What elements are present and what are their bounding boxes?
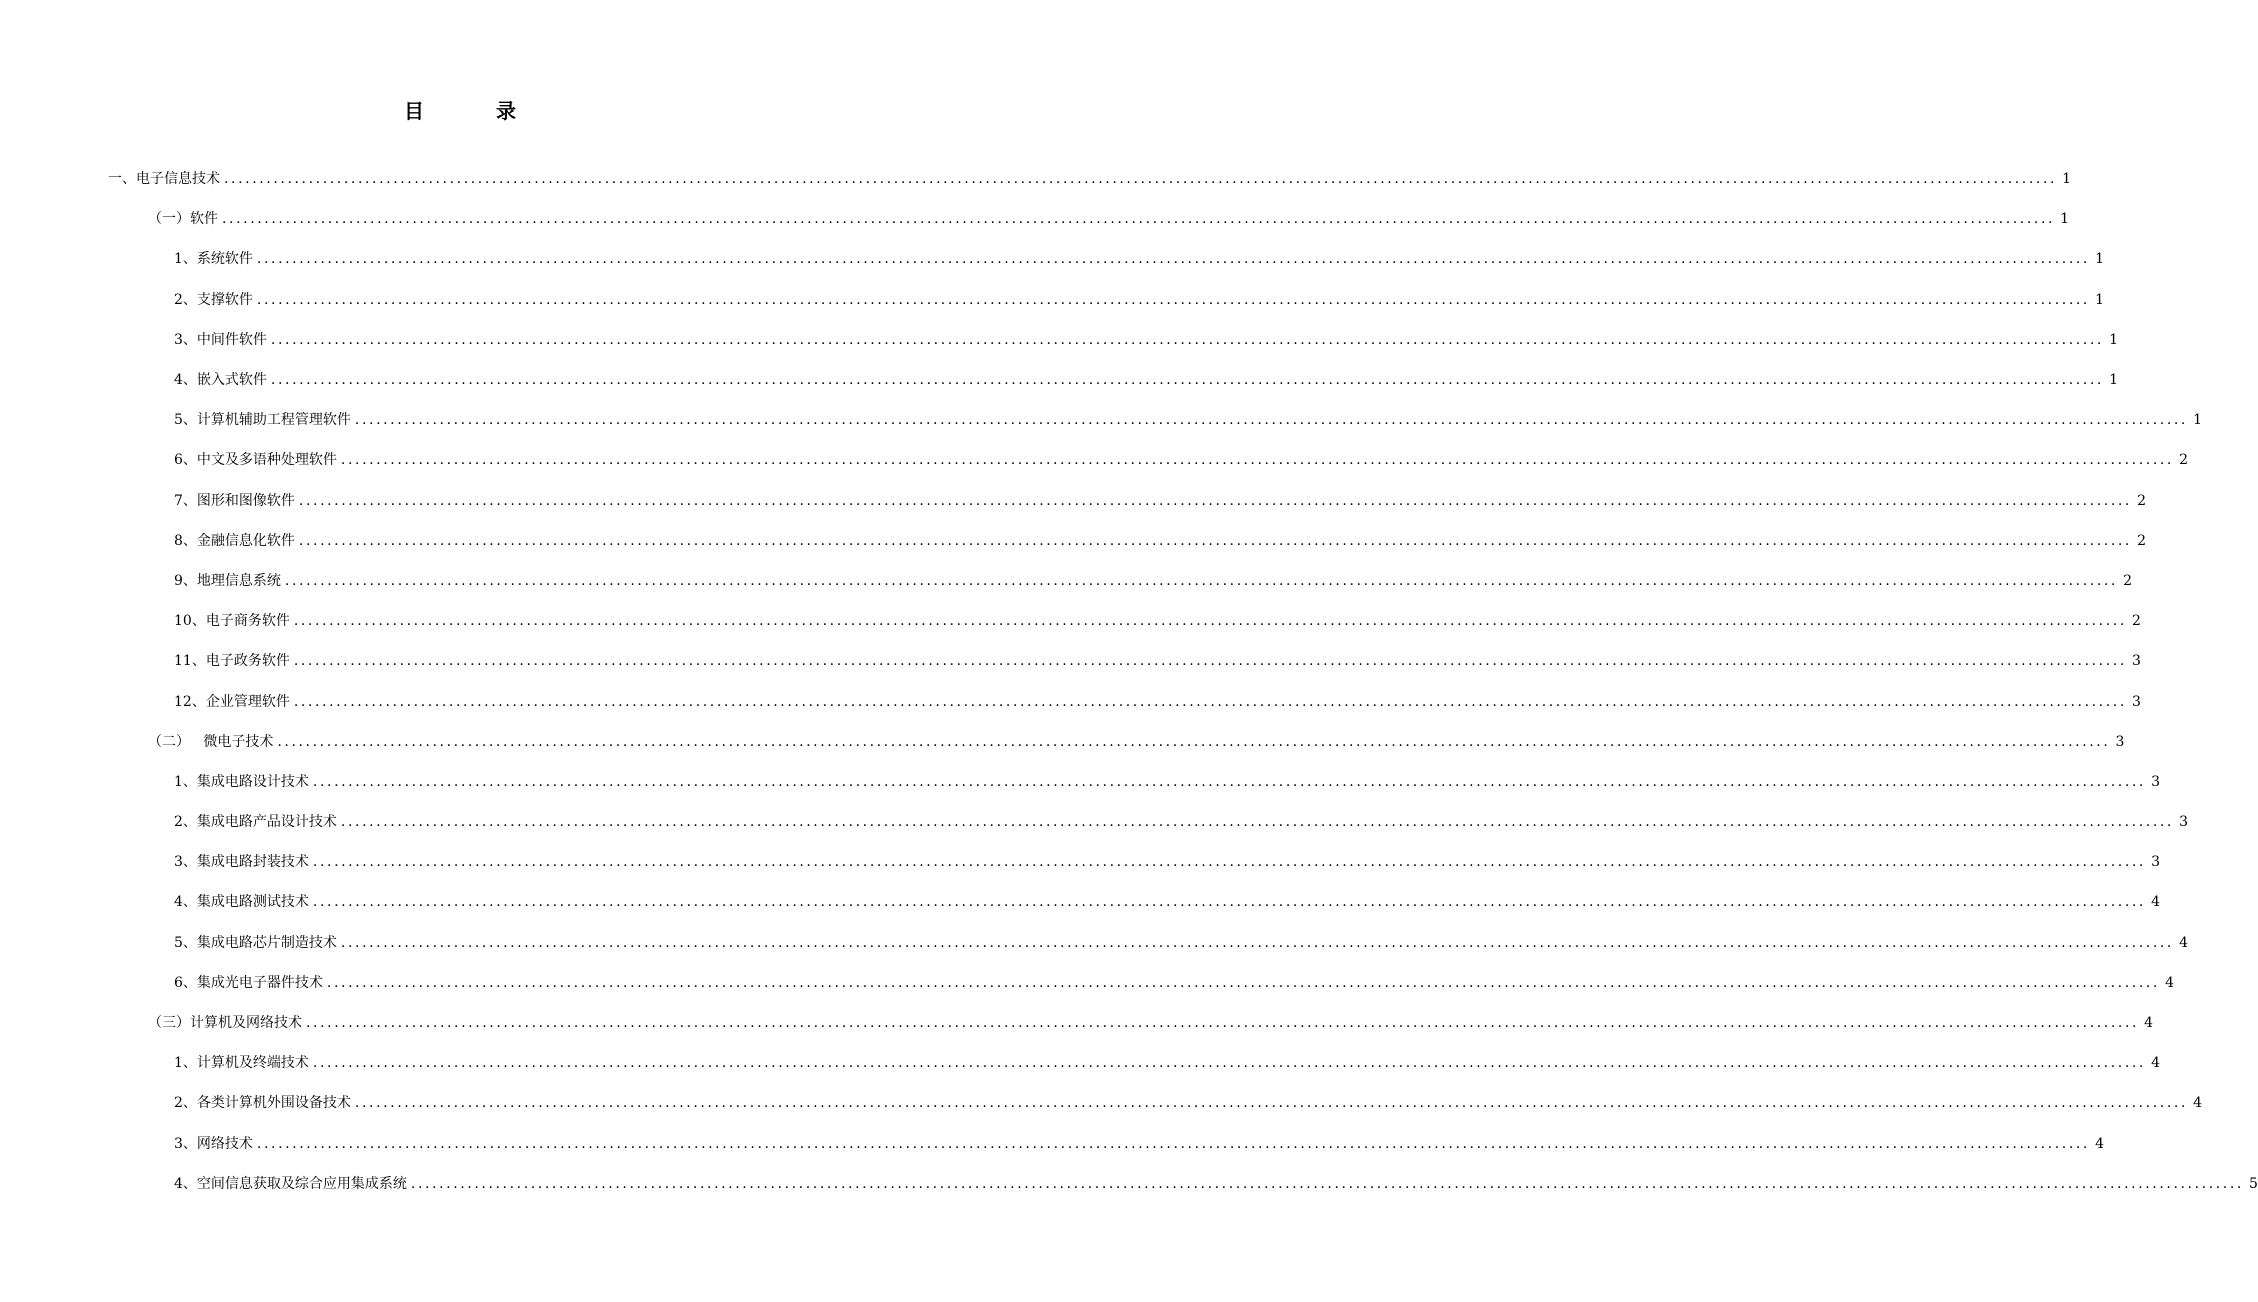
toc-entry-label: 4、集成电路测试技术 [174, 894, 309, 911]
toc-entry-label: 一、电子信息技术 [108, 171, 220, 188]
toc-page-number: 1 [2060, 211, 2070, 228]
toc-entry[interactable] [0, 440, 2188, 480]
toc-page-number: 3 [2131, 653, 2141, 670]
toc-entry[interactable] [0, 159, 2072, 199]
toc-page-number: 4 [2193, 1095, 2202, 1112]
toc-entry-label: 1、计算机及终端技术 [174, 1055, 309, 1072]
toc-page-number: 1 [2109, 372, 2118, 389]
toc-entry-label: 6、中文及多语种处理软件 [174, 452, 337, 469]
toc-leader-dots: .................................................................................................................................................................................................................................................................... [410, 1175, 2244, 1192]
toc-entry-label: 3、网络技术 [174, 1135, 253, 1152]
toc-entry[interactable] [0, 360, 2118, 400]
toc-page-number: 4 [2144, 1015, 2154, 1032]
toc-page-number: 3 [2115, 733, 2125, 750]
toc-entry-label: 2、支撑软件 [174, 291, 253, 308]
toc-leader-dots: .................................................................................................................................................................................................................................................................... [312, 854, 2146, 871]
toc-page-number: 1 [2095, 251, 2104, 268]
toc-entry-label: 2、各类计算机外围设备技术 [174, 1095, 351, 1112]
toc-entry[interactable] [0, 239, 2104, 279]
toc-entry[interactable] [0, 199, 2070, 239]
toc-entry[interactable] [0, 722, 2125, 762]
toc-page-number: 3 [2151, 854, 2160, 871]
toc-leader-dots: .................................................................................................................................................................................................................................................................... [312, 1055, 2146, 1072]
toc-leader-dots: .................................................................................................................................................................................................................................................................... [277, 733, 2111, 750]
toc-leader-dots: .................................................................................................................................................................................................................................................................... [270, 372, 2104, 389]
toc-page-number: 1 [2062, 171, 2072, 188]
toc-page-number: 1 [2193, 412, 2202, 429]
toc-entry-label: 1、系统软件 [174, 251, 253, 268]
toc-page-number: 2 [2137, 492, 2146, 509]
toc-leader-dots: .................................................................................................................................................................................................................................................................... [340, 814, 2174, 831]
toc-entry-label: （二） 微电子技术 [148, 733, 274, 750]
toc-entry-label: 1、集成电路设计技术 [174, 773, 309, 790]
toc-entry[interactable] [0, 601, 2141, 641]
toc-entry[interactable] [0, 1083, 2202, 1123]
toc-leader-dots: .................................................................................................................................................................................................................................................................... [312, 894, 2146, 911]
toc-entry[interactable] [0, 481, 2146, 521]
toc-entry[interactable] [0, 1003, 2154, 1043]
toc-leader-dots: .................................................................................................................................................................................................................................................................... [354, 412, 2188, 429]
toc-page-number: 4 [2165, 974, 2174, 991]
toc-leader-dots: .................................................................................................................................................................................................................................................................... [312, 773, 2146, 790]
toc-entry[interactable] [0, 641, 2141, 681]
toc-leader-dots: .................................................................................................................................................................................................................................................................... [256, 251, 2090, 268]
toc-page-number: 3 [2151, 773, 2160, 790]
toc-leader-dots: .................................................................................................................................................................................................................................................................... [354, 1095, 2188, 1112]
toc-entry[interactable] [0, 400, 2202, 440]
toc-entry-label: （一）软件 [148, 211, 218, 228]
toc-entry-label: 5、计算机辅助工程管理软件 [174, 412, 351, 429]
toc-entry[interactable] [0, 802, 2188, 842]
toc-entry[interactable] [0, 1164, 2258, 1204]
toc-entry-label: （三）计算机及网络技术 [148, 1015, 302, 1032]
toc-leader-dots: .................................................................................................................................................................................................................................................................... [222, 211, 2056, 228]
toc-entry-label: 11、电子政务软件 [174, 653, 290, 670]
toc-entry[interactable] [0, 762, 2160, 802]
toc-entry-label: 3、中间件软件 [174, 331, 267, 348]
toc-leader-dots: .................................................................................................................................................................................................................................................................... [298, 532, 2132, 549]
toc-leader-dots: .................................................................................................................................................................................................................................................................... [270, 331, 2104, 348]
toc-page-number: 1 [2095, 291, 2104, 308]
toc-entry-label: 7、图形和图像软件 [174, 492, 295, 509]
toc-leader-dots: .................................................................................................................................................................................................................................................................... [293, 613, 2127, 630]
toc-entry-label: 9、地理信息系统 [174, 572, 281, 589]
toc-leader-dots: .................................................................................................................................................................................................................................................................... [340, 452, 2174, 469]
toc-page-number: 2 [2123, 572, 2132, 589]
toc-entry[interactable] [0, 1043, 2160, 1083]
toc-leader-dots: .................................................................................................................................................................................................................................................................... [340, 934, 2174, 951]
toc-entry[interactable] [0, 882, 2160, 922]
toc-leader-dots: .................................................................................................................................................................................................................................................................... [306, 1015, 2140, 1032]
toc-page-number: 3 [2179, 814, 2188, 831]
toc-leader-dots: .................................................................................................................................................................................................................................................................... [256, 291, 2090, 308]
toc-page-number: 2 [2131, 613, 2141, 630]
toc-leader-dots: .................................................................................................................................................................................................................................................................... [284, 572, 2118, 589]
toc-entry-label: 2、集成电路产品设计技术 [174, 814, 337, 831]
toc-entry-label: 6、集成光电子器件技术 [174, 974, 323, 991]
toc-title: 目 录 [404, 99, 542, 123]
toc-entry-label: 12、企业管理软件 [174, 693, 290, 710]
toc-page-number: 3 [2131, 693, 2141, 710]
toc-leader-dots: .................................................................................................................................................................................................................................................................... [326, 974, 2160, 991]
toc-entry-label: 5、集成电路芯片制造技术 [174, 934, 337, 951]
toc-leader-dots: .................................................................................................................................................................................................................................................................... [298, 492, 2132, 509]
toc-page-number: 2 [2179, 452, 2188, 469]
toc-page-number: 4 [2151, 1055, 2160, 1072]
toc-entry[interactable] [0, 320, 2118, 360]
toc-entry-label: 10、电子商务软件 [174, 613, 290, 630]
toc-entry-label: 8、金融信息化软件 [174, 532, 295, 549]
toc-list [0, 159, 2258, 1204]
toc-page-number: 4 [2151, 894, 2160, 911]
toc-entry[interactable] [0, 923, 2188, 963]
toc-leader-dots: .................................................................................................................................................................................................................................................................... [224, 171, 2058, 188]
toc-page-number: 2 [2137, 532, 2146, 549]
toc-leader-dots: .................................................................................................................................................................................................................................................................... [293, 653, 2127, 670]
toc-entry-label: 3、集成电路封装技术 [174, 854, 309, 871]
toc-entry[interactable] [0, 842, 2160, 882]
toc-entry[interactable] [0, 681, 2141, 721]
toc-entry[interactable] [0, 1124, 2104, 1164]
toc-entry-label: 4、空间信息获取及综合应用集成系统 [174, 1175, 407, 1192]
toc-page-number: 4 [2095, 1135, 2104, 1152]
toc-entry[interactable] [0, 280, 2104, 320]
toc-page-number: 1 [2109, 331, 2118, 348]
toc-leader-dots: .................................................................................................................................................................................................................................................................... [293, 693, 2127, 710]
toc-page-number: 4 [2179, 934, 2188, 951]
toc-entry[interactable] [0, 561, 2132, 601]
toc-page-number: 5 [2249, 1175, 2258, 1192]
toc-leader-dots: .................................................................................................................................................................................................................................................................... [256, 1135, 2090, 1152]
toc-entry-label: 4、嵌入式软件 [174, 372, 267, 389]
toc-entry[interactable] [0, 521, 2146, 561]
toc-entry[interactable] [0, 963, 2174, 1003]
